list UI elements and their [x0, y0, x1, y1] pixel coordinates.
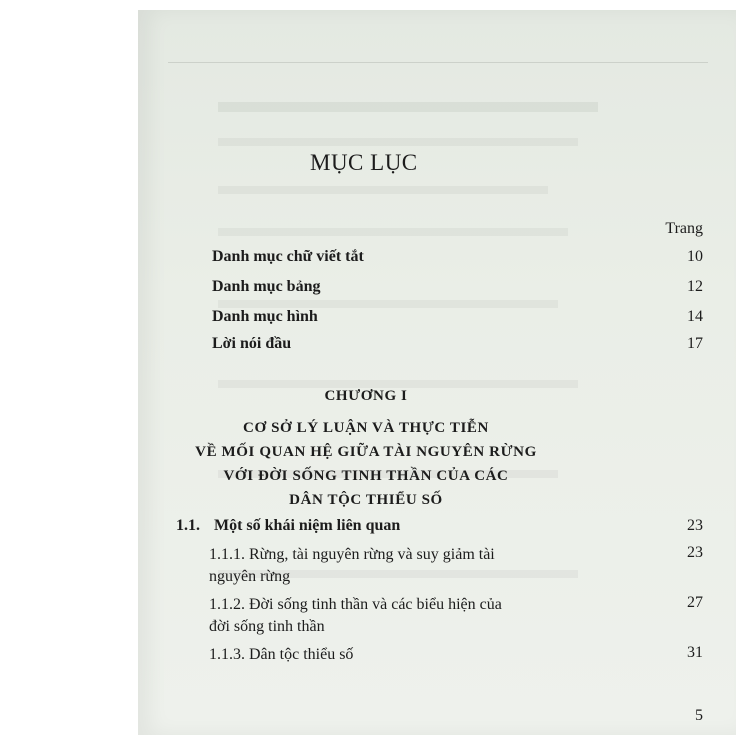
- toc-entry-label: Danh mục bảng: [212, 278, 321, 295]
- chapter-title-line: DÂN TỘC THIỂU SỐ: [289, 492, 443, 508]
- chapter-title-line: CƠ SỞ LÝ LUẬN VÀ THỰC TIỄN: [243, 420, 489, 436]
- toc-entry-page: 12: [687, 278, 703, 295]
- book-page: [138, 10, 736, 735]
- subsection-page: 27: [687, 594, 703, 611]
- toc-entry-label: Danh mục hình: [212, 308, 318, 325]
- subsection-page: 31: [687, 644, 703, 661]
- toc-title: MỤC LỤC: [310, 150, 418, 175]
- section-label: Một số khái niệm liên quan: [214, 517, 401, 534]
- page-number: 5: [695, 707, 703, 724]
- toc-subsection[interactable]: 1.1.1. Rừng, tài nguyên rừng và suy giảm tài nguyên rừng: [209, 546, 495, 585]
- toc-entry-label: Lời nói đầu: [212, 335, 292, 352]
- chapter-number: CHƯƠNG I: [324, 388, 408, 404]
- toc-entry[interactable]: [212, 248, 703, 266]
- subsection-page: 23: [687, 544, 703, 561]
- chapter-title-line: VỚI ĐỜI SỐNG TINH THẦN CỦA CÁC: [223, 468, 509, 484]
- toc-entry[interactable]: [212, 335, 703, 353]
- toc-entry-page: 10: [687, 248, 703, 265]
- toc-entry[interactable]: [212, 278, 703, 296]
- toc-entry[interactable]: [212, 308, 703, 326]
- toc-subsection[interactable]: 1.1.3. Dân tộc thiểu số: [209, 646, 354, 663]
- section-page: 23: [687, 517, 703, 534]
- chapter-title-line: VỀ MỐI QUAN HỆ GIỮA TÀI NGUYÊN RỪNG: [195, 444, 537, 460]
- section-number: 1.1.: [176, 517, 200, 534]
- toc-entry-page: 14: [687, 308, 703, 325]
- toc-entry-label: Danh mục chữ viết tắt: [212, 248, 364, 265]
- page-column-label: Trang: [665, 220, 703, 237]
- toc-entry-page: 17: [687, 335, 703, 352]
- toc-section[interactable]: [176, 517, 703, 535]
- toc-subsection[interactable]: 1.1.2. Đời sống tinh thần và các biểu hiện của đời sống tinh thần: [209, 596, 502, 635]
